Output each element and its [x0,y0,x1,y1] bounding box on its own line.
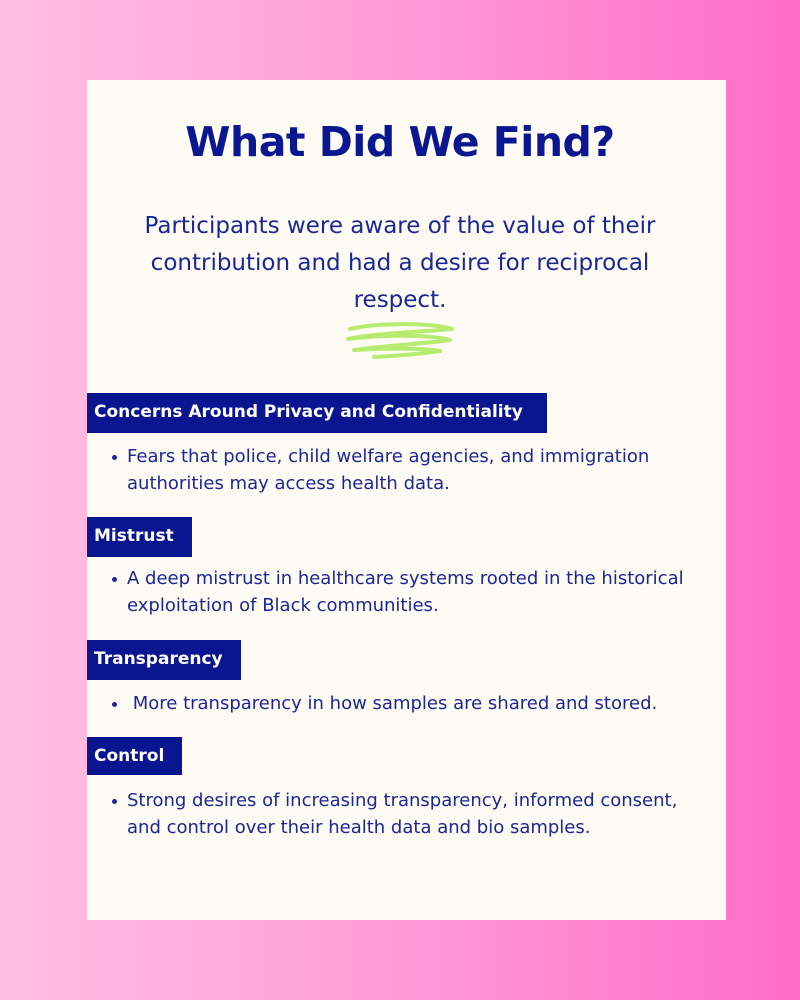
subtitle: Participants were aware of the value of their contribution and had a desire for reciprocal respect. [144,213,656,313]
bullet-text: More transparency in how samples are shared and stored. [127,693,658,714]
bullet-dot-icon [112,577,117,582]
bullet-text: Strong desires of increasing transparency, informed consent, and control over their health data and bio samples. [127,790,678,838]
bullet-list-control [104,787,704,841]
bullet-list-mistrust [104,565,704,619]
bullet-text: A deep mistrust in healthcare systems rooted in the historical exploitation of Black communities. [127,568,684,616]
section-heading-mistrust: Mistrust [87,517,192,557]
page-title: What Did We Find? [185,118,615,166]
list-item [104,787,704,841]
bullet-text: Fears that police, child welfare agencies, and immigration authorities may access health data. [127,446,650,494]
section-heading-transparency: Transparency [87,640,241,680]
bullet-dot-icon [112,702,117,707]
bullet-dot-icon [112,455,117,460]
list-item [104,690,704,717]
section-heading-control: Control [87,737,182,775]
list-item [104,565,704,619]
section-heading-privacy: Concerns Around Privacy and Confidentiality [87,393,547,433]
bullet-list-privacy [104,443,684,497]
green-squiggle-decoration [344,320,456,360]
bullet-list-transparency [104,690,704,717]
bullet-dot-icon [112,799,117,804]
list-item [104,443,684,497]
